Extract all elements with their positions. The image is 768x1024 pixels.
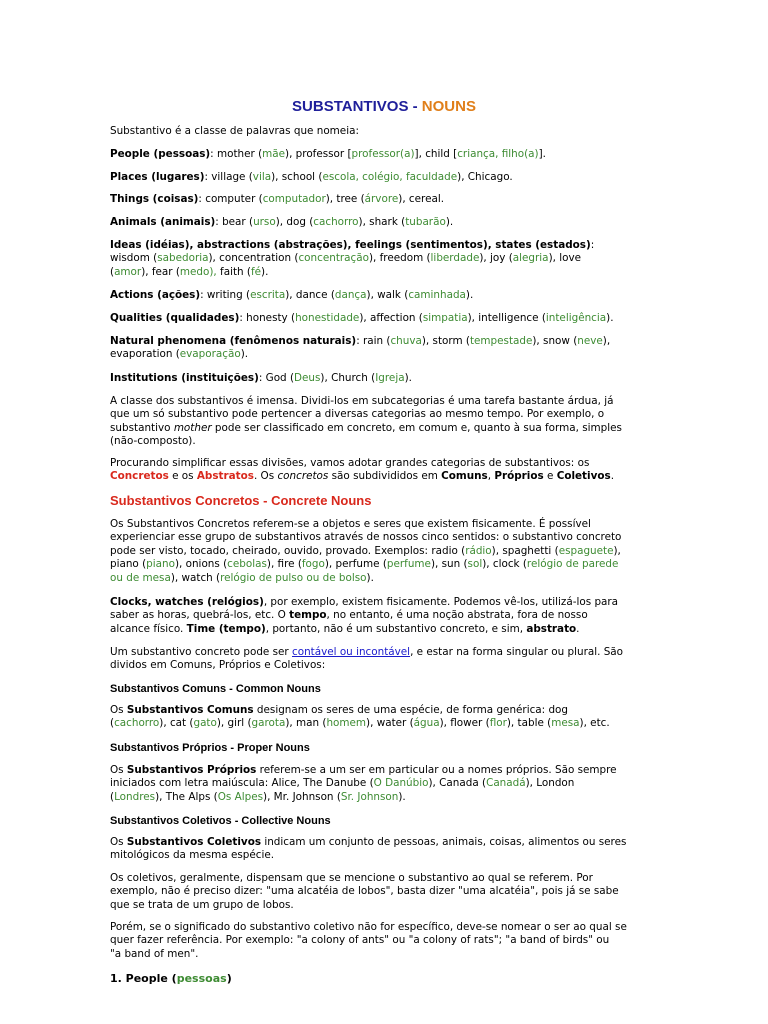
- category-places: Places (lugares): village (vila), school (escola, colégio, faculdade), Chicago.: [110, 171, 513, 183]
- heading-common-nouns: Substantivos Comuns - Common Nouns: [110, 683, 321, 695]
- category-institutions: Institutions (instituições): God (Deus), Church (Igreja).: [110, 372, 412, 384]
- intro-text: Substantivo é a classe de palavras que nomeia:: [110, 125, 359, 137]
- category-actions: Actions (ações): writing (escrita), dance (dança), walk (caminhada).: [110, 289, 474, 301]
- countable-link[interactable]: contável ou incontável: [292, 646, 411, 658]
- paragraph-proper: Os Substantivos Próprios referem-se a um ser em particular ou a nomes próprios. São sempre iniciados com letra maiúscula: Alice, The Danube (O Danúbio), Canada (Canadá), London (Londres), The Alps (Os Alpes), Mr. Johnson (Sr. Johnson).: [110, 764, 617, 803]
- paragraph-collective-2: Os coletivos, geralmente, dispensam que se mencione o substantivo ao qual se referem. Por exemplo, não é preciso dizer: "uma alcatéia de lobos", basta dizer "uma alcatéia", pois já se sabe que se trata de um grupo de lobos.: [110, 872, 619, 911]
- heading-concrete-nouns: Substantivos Concretos - Concrete Nouns: [110, 493, 372, 508]
- category-natural: Natural phenomena (fenômenos naturais): rain (chuva), storm (tempestade), snow (neve), evaporation (evaporação).: [110, 335, 611, 361]
- category-ideas: Ideas (idéias), abstractions (abstrações), feelings (sentimentos), states (estados): wisdom (sabedoria), concentration (concentração), freedom (liberdade), joy (alegria), love (amor), fear (medo), faith (fé).: [110, 239, 595, 278]
- heading-collective-nouns: Substantivos Coletivos - Collective Nouns: [110, 815, 331, 827]
- category-things: Things (coisas): computer (computador), tree (árvore), cereal.: [110, 193, 445, 205]
- paragraph-clocks: Clocks, watches (relógios), por exemplo, existem fisicamente. Podemos vê-los, utilizá-los para saber as horas, quebrá-los, etc. O tempo, no entanto, é uma noção abstrata, fora de nosso alcance físico. Time (tempo), portanto, não é um substantivo concreto, e sim, abstrato.: [110, 596, 619, 635]
- paragraph-collective-3: Porém, se o significado do substantivo coletivo não for específico, deve-se nomear o ser ao qual se quer fazer referência. Por exemplo: "a colony of ants" ou "a colony of rats"; "a band of birds" ou "a band of men".: [110, 921, 627, 960]
- paragraph-concrete: Os Substantivos Concretos referem-se a objetos e seres que existem fisicamente. É possível experienciar esse grupo de substantivos através de nossos cinco sentidos: o substantivo concreto pode ser visto, tocado, cheirado, ouvido, provado. Exemplos: radio (rádio), spaghetti (espaguete), piano (piano), onions (cebolas), fire (fogo), perfume (perfume), sun (sol), clock (relógio de parede ou de mesa), watch (relógio de pulso ou de bolso).: [110, 518, 622, 584]
- paragraph-classes: A classe dos substantivos é imensa. Dividi-los em subcategorias é uma tarefa bastante árdua, já que um só substantivo pode pertencer a diversas categorias ao mesmo tempo. Por exemplo, o substantivo mother pode ser classificado em concreto, em comum e, quanto à sua forma, simples (não-composto).: [110, 395, 622, 448]
- heading-proper-nouns: Substantivos Próprios - Proper Nouns: [110, 742, 310, 754]
- paragraph-collective: Os Substantivos Coletivos indicam um conjunto de pessoas, animais, coisas, alimentos ou seres mitológicos da mesma espécie.: [110, 836, 627, 862]
- category-animals: Animals (animais): bear (urso), dog (cachorro), shark (tubarão).: [110, 216, 454, 228]
- category-qualities: Qualities (qualidades): honesty (honestidade), affection (simpatia), intelligence (inteligência).: [110, 312, 614, 324]
- list-item-people: 1. People (pessoas): [110, 972, 232, 985]
- paragraph-countable: Um substantivo concreto pode ser contável ou incontável, e estar na forma singular ou plural. São dividos em Comuns, Próprios e Coletivos:: [110, 646, 624, 672]
- page-title: SUBSTANTIVOS - NOUNS: [292, 98, 476, 115]
- category-people: People (pessoas): mother (mãe), professor [professor(a)], child [criança, filho(a)].: [110, 148, 546, 160]
- paragraph-simplify: Procurando simplificar essas divisões, vamos adotar grandes categorias de substantivos: os Concretos e os Abstratos. Os concretos são subdivididos em Comuns, Próprios e Coletivos.: [110, 457, 614, 483]
- paragraph-common: Os Substantivos Comuns designam os seres de uma espécie, de forma genérica: dog (cachorro), cat (gato), girl (garota), man (homem), water (água), flower (flor), table (mesa), etc.: [110, 704, 610, 730]
